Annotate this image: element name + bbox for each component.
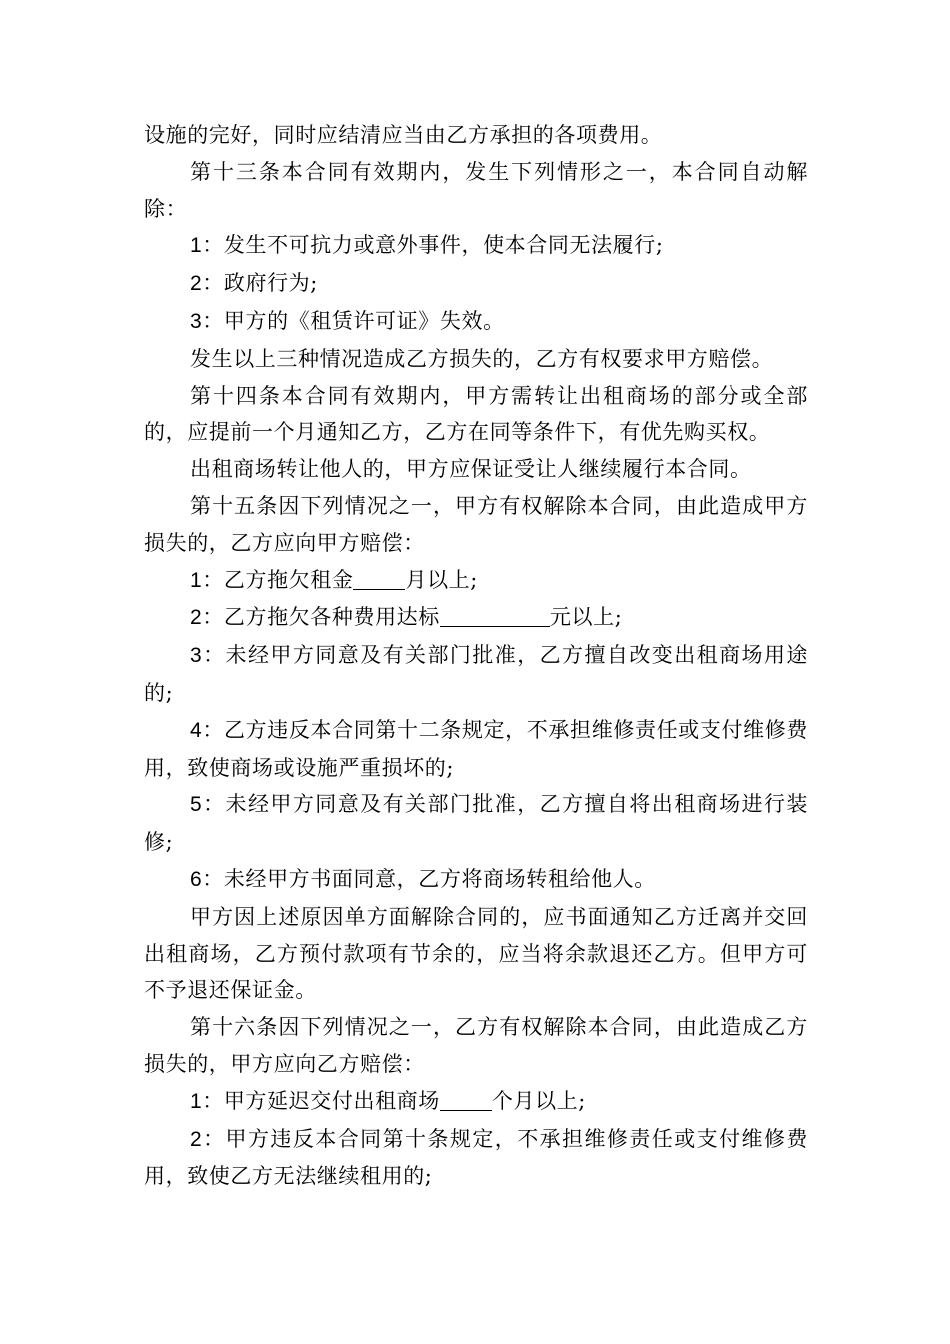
item-text: ：乙方违反本合同第十二条规定，不承担维修责任或支付维修费用，致使商场或设施严重损坏的;: [144, 717, 808, 780]
article-16-item-2: [144, 1121, 808, 1196]
article-15-item-5: [144, 786, 808, 861]
item-number: 2: [190, 606, 203, 630]
paragraph-text: 第十四条本合同有效期内，甲方需转让出租商场的部分或全部的，应提前一个月通知乙方，乙方在同等条件下，有优先购买权。: [144, 383, 808, 445]
item-number: 4: [190, 718, 203, 742]
paragraph-text: 出租商场转让他人的，甲方应保证受让人继续履行本合同。: [190, 457, 752, 482]
fill-in-blank[interactable]: [440, 1088, 492, 1111]
item-text-after: 元以上;: [549, 605, 623, 630]
article-13-item-1: [144, 227, 808, 265]
paragraph-text: 发生以上三种情况造成乙方损失的，乙方有权要求甲方赔偿。: [190, 346, 774, 371]
article-15-item-3: [144, 637, 808, 712]
item-number: 1: [190, 234, 203, 258]
item-number: 5: [190, 793, 203, 817]
item-number: 3: [190, 309, 203, 333]
paragraph-text: 第十六条因下列情况之一，乙方有权解除本合同，由此造成乙方损失的，甲方应向乙方赔偿：: [144, 1015, 808, 1076]
fill-in-blank[interactable]: [440, 604, 550, 627]
article-15-item-6: [144, 861, 808, 899]
item-text-before: ：乙方拖欠租金: [202, 567, 354, 592]
article-15-termination-note: [144, 899, 808, 1009]
item-text: ：甲方违反本合同第十条规定，不承担维修责任或支付维修费用，致使乙方无法继续租用的;: [144, 1126, 808, 1189]
item-text-after: 个月以上;: [491, 1088, 586, 1113]
fill-in-blank[interactable]: [353, 567, 405, 590]
item-text: ：甲方的《租赁许可证》失效。: [202, 308, 505, 333]
article-13-item-3: [144, 303, 808, 341]
item-number: 3: [190, 644, 203, 668]
item-text: ：未经甲方同意及有关部门批准，乙方擅自将出租商场进行装修;: [144, 792, 808, 855]
item-number: 6: [190, 867, 203, 891]
item-number: 2: [190, 1127, 203, 1151]
article-14-transfer: [144, 451, 808, 488]
item-number: 1: [190, 1089, 203, 1113]
item-text-after: 月以上;: [405, 567, 478, 592]
article-13-heading: [144, 154, 808, 228]
paragraph-text: 甲方因上述原因单方面解除合同的，应书面通知乙方迁离并交回出租商场，乙方预付款项有节余的，应当将余款退还乙方。但甲方可不予退还保证金。: [144, 904, 808, 1003]
article-13-compensation: [144, 341, 808, 378]
item-text: ：未经甲方书面同意，乙方将商场转租给他人。: [202, 866, 656, 891]
item-number: 2: [190, 272, 203, 296]
article-15-heading: [144, 488, 808, 562]
article-16-item-1: [144, 1083, 808, 1121]
article-16-heading: [144, 1009, 808, 1083]
article-14-heading: [144, 378, 808, 452]
article-15-item-4: [144, 712, 808, 787]
paragraph-text: 第十五条因下列情况之一，甲方有权解除本合同，由此造成甲方损失的，乙方应向甲方赔偿：: [144, 493, 808, 555]
article-15-item-1: [144, 562, 808, 600]
item-text-before: ：乙方拖欠各种费用达标: [202, 605, 440, 630]
paragraph-text: 第十三条本合同有效期内，发生下列情形之一，本合同自动解除：: [144, 159, 808, 221]
item-number: 1: [190, 568, 203, 592]
article-15-item-2: [144, 599, 808, 637]
paragraph-1: [144, 117, 808, 154]
item-text-before: ：甲方延迟交付出租商场: [202, 1088, 440, 1113]
item-text: ：未经甲方同意及有关部门批准，乙方擅自改变出租商场用途的;: [144, 643, 808, 705]
item-text: ：发生不可抗力或意外事件，使本合同无法履行;: [202, 233, 664, 258]
article-13-item-2: [144, 265, 808, 303]
contract-body: [144, 117, 808, 1195]
paragraph-text: 设施的完好，同时应结清应当由乙方承担的各项费用。: [144, 123, 663, 147]
item-text: ：政府行为;: [202, 271, 318, 296]
